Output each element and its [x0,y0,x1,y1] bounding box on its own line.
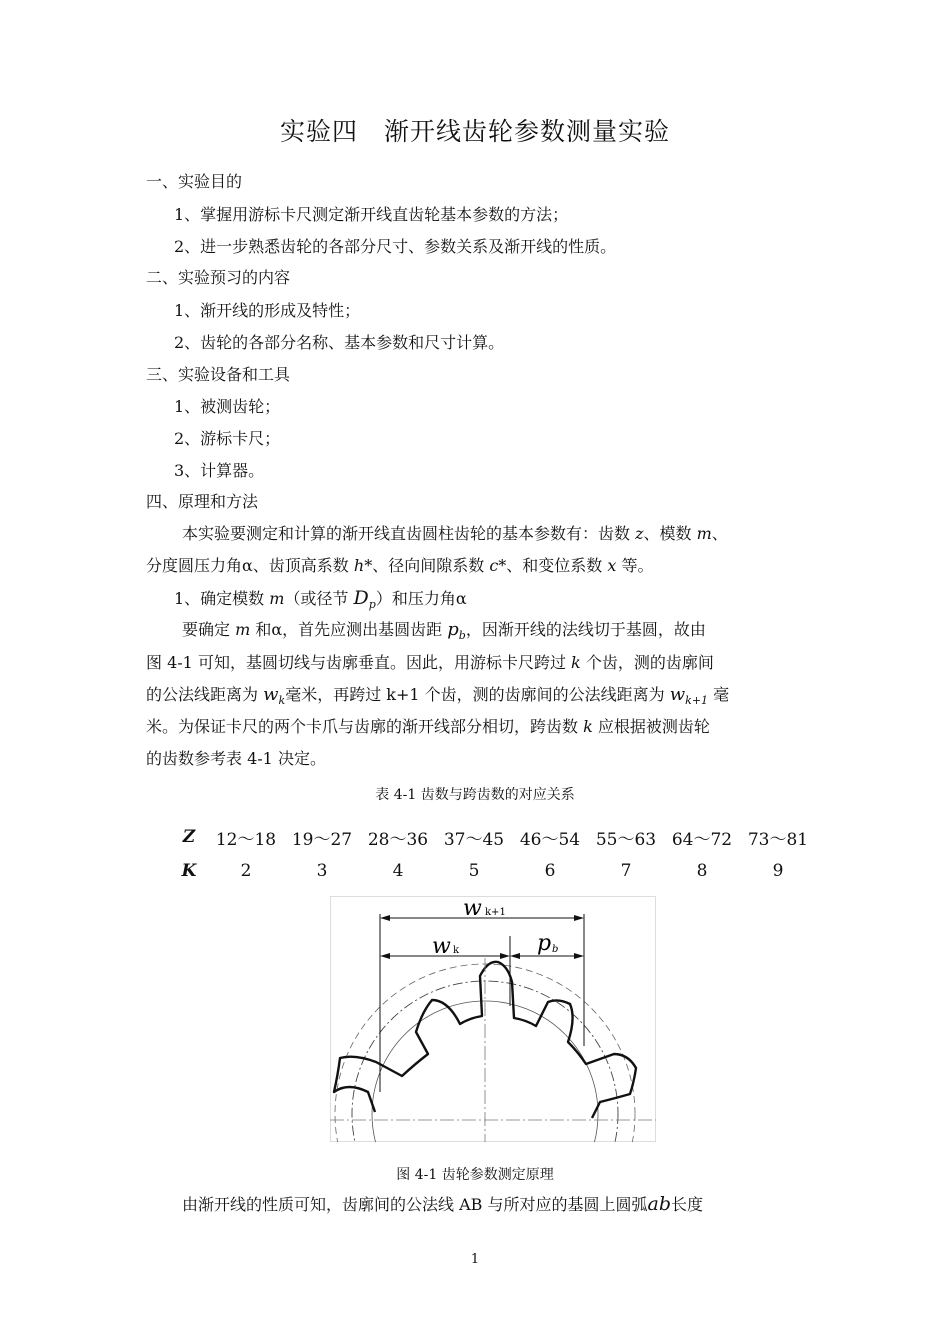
equipment-item-3: 3、计算器。 [174,461,265,480]
table-cell: 5 [468,861,480,881]
table-cell: 28～36 [367,829,429,850]
purpose-item-2: 2、进一步熟悉齿轮的各部分尺寸、参数关系及渐开线的性质。 [174,237,617,256]
paragraph-line: 由渐开线的性质可知，齿廓间的公法线 AB 与所对应的基圆上圆弧ab长度 [182,1193,704,1215]
table-cell: 12～18 [215,829,277,850]
paragraph-line: 的公法线距离为 $w_k$毫米，再跨过 k+1 个齿，测的齿廓间的公法线距离为 $w_{k+1}$ 毫 [146,684,730,707]
table-cell: 8 [696,861,708,881]
table-cell: 7 [620,861,632,881]
section-heading-principle: 四、原理和方法 [146,492,259,511]
section-heading-purpose: 一、实验目的 [146,172,243,191]
paragraph-line: 本实验要测定和计算的渐开线直齿圆柱齿轮的基本参数有：齿数 z、模数 m、 [182,524,728,543]
paragraph-line: 分度圆压力角α、齿顶高系数 h*、径向间隙系数 c*、和变位系数 x 等。 [146,556,654,575]
equipment-item-1: 1、被测齿轮； [174,397,281,416]
table-cell: 2 [240,861,252,881]
table-caption: 表 4-1 齿数与跨齿数的对应关系 [375,787,575,803]
table-cell: 9 [772,861,784,881]
label-wk1-subscript: k+1 [485,907,506,918]
equipment-item-2: 2、游标卡尺； [174,429,281,448]
label-pb-subscript: b [552,944,559,955]
preview-item-2: 2、齿轮的各部分名称、基本参数和尺寸计算。 [174,333,505,352]
section-heading-equipment: 三、实验设备和工具 [146,365,291,384]
figure-caption: 图 4-1 齿轮参数测定原理 [396,1167,554,1183]
table-cell: 6 [544,861,556,881]
figure-border [331,897,656,1142]
tooth-count-table [170,820,816,888]
gear-measurement-figure [330,896,656,1142]
paragraph-line: 图 4-1 可知，基圆切线与齿廓垂直。因此，用游标卡尺跨过 k 个齿，测的齿廓间 [146,653,714,672]
table-row-z [170,820,816,854]
label-wk1: w [463,896,482,921]
subsection-heading-modulus: 1、确定模数 m（或径节 $D_p$）和压力角α [174,587,467,611]
paragraph-line: 要确定 m 和α，首先应测出基圆齿距 $p_b$，因渐开线的法线切于基圆，故由 [182,619,706,642]
table-cell: 4 [392,861,404,881]
table-cell: 19～27 [291,829,353,850]
table-cell: 37～45 [443,829,505,850]
row-header-z: Z [182,827,196,847]
label-wk: w [432,934,451,959]
table-cell: 55～63 [595,829,657,850]
label-wk-subscript: k [453,945,460,956]
table-cell: 73～81 [747,829,809,850]
paragraph-line: 米。为保证卡尺的两个卡爪与齿廓的渐开线部分相切，跨齿数 k 应根据被测齿轮 [146,717,710,736]
page-number: 1 [470,1252,480,1267]
page-title: 实验四 渐开线齿轮参数测量实验 [279,117,670,146]
section-heading-preview: 二、实验预习的内容 [146,268,291,287]
table-cell: 64～72 [671,829,733,850]
purpose-item-1: 1、掌握用游标卡尺测定渐开线直齿轮基本参数的方法； [174,205,569,224]
table-row-k [170,854,816,888]
paragraph-line: 的齿数参考表 4-1 决定。 [146,749,326,768]
table-cell: 46～54 [519,829,581,850]
label-pb: p [537,931,552,956]
preview-item-1: 1、渐开线的形成及特性； [174,301,361,320]
row-header-k: K [181,861,197,881]
table-cell: 3 [316,861,328,881]
